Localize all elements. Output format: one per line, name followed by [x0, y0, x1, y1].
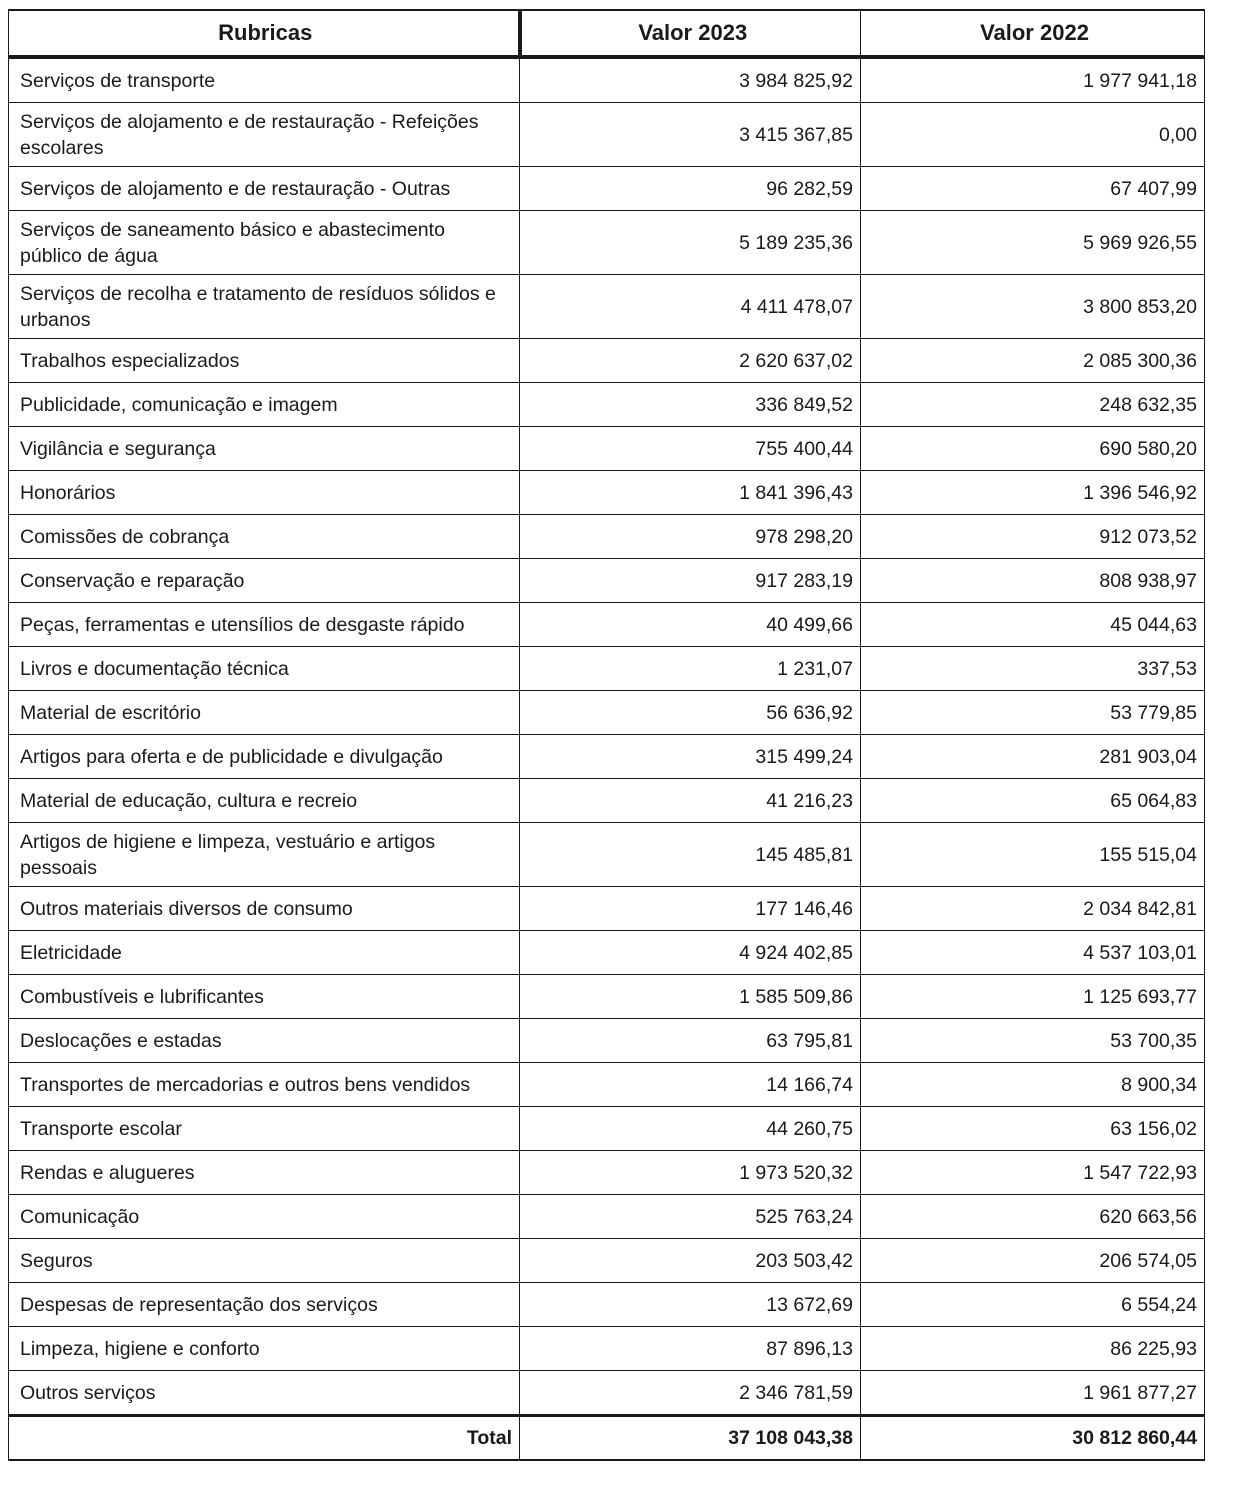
rubrica-cell: Serviços de saneamento básico e abastecimento público de água [9, 211, 520, 275]
rubrica-cell: Transportes de mercadorias e outros bens vendidos [9, 1063, 520, 1107]
rubrica-cell: Peças, ferramentas e utensílios de desgaste rápido [9, 603, 520, 647]
valor-2023-cell: 41 216,23 [520, 779, 861, 823]
table-row [9, 779, 1205, 823]
rubrica-cell: Limpeza, higiene e conforto [9, 1327, 520, 1371]
valor-2022-cell: 281 903,04 [861, 735, 1205, 779]
header-rubricas: Rubricas [9, 10, 520, 57]
valor-2022-cell: 912 073,52 [861, 515, 1205, 559]
table-row [9, 103, 1205, 167]
table-row [9, 167, 1205, 211]
valor-2023-cell: 14 166,74 [520, 1063, 861, 1107]
table-row [9, 1195, 1205, 1239]
valor-2023-cell: 336 849,52 [520, 383, 861, 427]
valor-2022-cell: 6 554,24 [861, 1283, 1205, 1327]
valor-2022-cell: 53 779,85 [861, 691, 1205, 735]
valor-2023-cell: 13 672,69 [520, 1283, 861, 1327]
rubrica-cell: Outros materiais diversos de consumo [9, 887, 520, 931]
valor-2022-cell: 63 156,02 [861, 1107, 1205, 1151]
table-row [9, 647, 1205, 691]
valor-2022-cell: 1 961 877,27 [861, 1371, 1205, 1416]
table-row [9, 427, 1205, 471]
table-row [9, 735, 1205, 779]
valor-2023-cell: 978 298,20 [520, 515, 861, 559]
valor-2022-cell: 1 125 693,77 [861, 975, 1205, 1019]
valor-2023-cell: 56 636,92 [520, 691, 861, 735]
valor-2023-cell: 3 984 825,92 [520, 57, 861, 103]
valor-2022-cell: 45 044,63 [861, 603, 1205, 647]
valor-2022-cell: 2 034 842,81 [861, 887, 1205, 931]
valor-2022-cell: 248 632,35 [861, 383, 1205, 427]
table-row [9, 471, 1205, 515]
rubrica-cell: Seguros [9, 1239, 520, 1283]
table-row [9, 339, 1205, 383]
valor-2022-cell: 620 663,56 [861, 1195, 1205, 1239]
valor-2022-cell: 1 547 722,93 [861, 1151, 1205, 1195]
rubrica-cell: Material de escritório [9, 691, 520, 735]
rubrica-cell: Eletricidade [9, 931, 520, 975]
valor-2023-cell: 44 260,75 [520, 1107, 861, 1151]
valor-2022-cell: 86 225,93 [861, 1327, 1205, 1371]
table-row [9, 211, 1205, 275]
table-row [9, 1371, 1205, 1416]
valor-2022-cell: 206 574,05 [861, 1239, 1205, 1283]
total-value-2022: 30 812 860,44 [861, 1416, 1205, 1461]
table-row [9, 559, 1205, 603]
rubrica-cell: Serviços de transporte [9, 57, 520, 103]
table-row [9, 603, 1205, 647]
valor-2022-cell: 4 537 103,01 [861, 931, 1205, 975]
table-row [9, 823, 1205, 887]
rubrica-cell: Comunicação [9, 1195, 520, 1239]
rubrica-cell: Trabalhos especializados [9, 339, 520, 383]
total-label: Total [9, 1416, 520, 1461]
valor-2022-cell: 65 064,83 [861, 779, 1205, 823]
valor-2023-cell: 96 282,59 [520, 167, 861, 211]
table-row [9, 887, 1205, 931]
table-row [9, 1107, 1205, 1151]
rubrica-cell: Serviços de recolha e tratamento de resíduos sólidos e urbanos [9, 275, 520, 339]
valor-2023-cell: 4 924 402,85 [520, 931, 861, 975]
rubrica-cell: Material de educação, cultura e recreio [9, 779, 520, 823]
valor-2022-cell: 5 969 926,55 [861, 211, 1205, 275]
valor-2022-cell: 2 085 300,36 [861, 339, 1205, 383]
valor-2023-cell: 87 896,13 [520, 1327, 861, 1371]
valor-2022-cell: 690 580,20 [861, 427, 1205, 471]
valor-2022-cell: 1 977 941,18 [861, 57, 1205, 103]
rubrica-cell: Serviços de alojamento e de restauração - Refeições escolares [9, 103, 520, 167]
valor-2023-cell: 63 795,81 [520, 1019, 861, 1063]
valor-2023-cell: 1 973 520,32 [520, 1151, 861, 1195]
valor-2023-cell: 525 763,24 [520, 1195, 861, 1239]
valor-2023-cell: 3 415 367,85 [520, 103, 861, 167]
table-row [9, 383, 1205, 427]
valor-2023-cell: 315 499,24 [520, 735, 861, 779]
table-row [9, 691, 1205, 735]
total-value-2023: 37 108 043,38 [520, 1416, 861, 1461]
rubrica-cell: Despesas de representação dos serviços [9, 1283, 520, 1327]
valor-2023-cell: 1 585 509,86 [520, 975, 861, 1019]
valor-2023-cell: 2 620 637,02 [520, 339, 861, 383]
rubrica-cell: Combustíveis e lubrificantes [9, 975, 520, 1019]
valor-2022-cell: 155 515,04 [861, 823, 1205, 887]
table-body [9, 57, 1205, 1416]
valor-2022-cell: 53 700,35 [861, 1019, 1205, 1063]
valor-2023-cell: 4 411 478,07 [520, 275, 861, 339]
valor-2023-cell: 177 146,46 [520, 887, 861, 931]
rubrica-cell: Comissões de cobrança [9, 515, 520, 559]
table-row [9, 1327, 1205, 1371]
header-row [9, 10, 1205, 57]
expenses-table [8, 9, 1205, 1461]
valor-2022-cell: 1 396 546,92 [861, 471, 1205, 515]
rubrica-cell: Artigos para oferta e de publicidade e divulgação [9, 735, 520, 779]
valor-2023-cell: 5 189 235,36 [520, 211, 861, 275]
valor-2022-cell: 8 900,34 [861, 1063, 1205, 1107]
valor-2023-cell: 1 231,07 [520, 647, 861, 691]
valor-2023-cell: 203 503,42 [520, 1239, 861, 1283]
valor-2022-cell: 337,53 [861, 647, 1205, 691]
table-row [9, 1019, 1205, 1063]
valor-2023-cell: 1 841 396,43 [520, 471, 861, 515]
valor-2023-cell: 917 283,19 [520, 559, 861, 603]
valor-2022-cell: 3 800 853,20 [861, 275, 1205, 339]
rubrica-cell: Transporte escolar [9, 1107, 520, 1151]
header-valor-2022: Valor 2022 [861, 10, 1205, 57]
table-row [9, 1151, 1205, 1195]
table-row [9, 275, 1205, 339]
rubrica-cell: Honorários [9, 471, 520, 515]
header-valor-2023: Valor 2023 [520, 10, 861, 57]
table-row [9, 515, 1205, 559]
valor-2022-cell: 808 938,97 [861, 559, 1205, 603]
rubrica-cell: Publicidade, comunicação e imagem [9, 383, 520, 427]
table-row [9, 975, 1205, 1019]
rubrica-cell: Conservação e reparação [9, 559, 520, 603]
rubrica-cell: Artigos de higiene e limpeza, vestuário e artigos pessoais [9, 823, 520, 887]
valor-2023-cell: 2 346 781,59 [520, 1371, 861, 1416]
valor-2022-cell: 67 407,99 [861, 167, 1205, 211]
rubrica-cell: Rendas e alugueres [9, 1151, 520, 1195]
table-row [9, 1239, 1205, 1283]
rubrica-cell: Vigilância e segurança [9, 427, 520, 471]
valor-2022-cell: 0,00 [861, 103, 1205, 167]
valor-2023-cell: 755 400,44 [520, 427, 861, 471]
rubrica-cell: Deslocações e estadas [9, 1019, 520, 1063]
rubrica-cell: Outros serviços [9, 1371, 520, 1416]
total-row [9, 1416, 1205, 1461]
rubrica-cell: Livros e documentação técnica [9, 647, 520, 691]
table-row [9, 1283, 1205, 1327]
table-row [9, 1063, 1205, 1107]
valor-2023-cell: 40 499,66 [520, 603, 861, 647]
valor-2023-cell: 145 485,81 [520, 823, 861, 887]
table-row [9, 931, 1205, 975]
rubrica-cell: Serviços de alojamento e de restauração - Outras [9, 167, 520, 211]
table-row [9, 57, 1205, 103]
